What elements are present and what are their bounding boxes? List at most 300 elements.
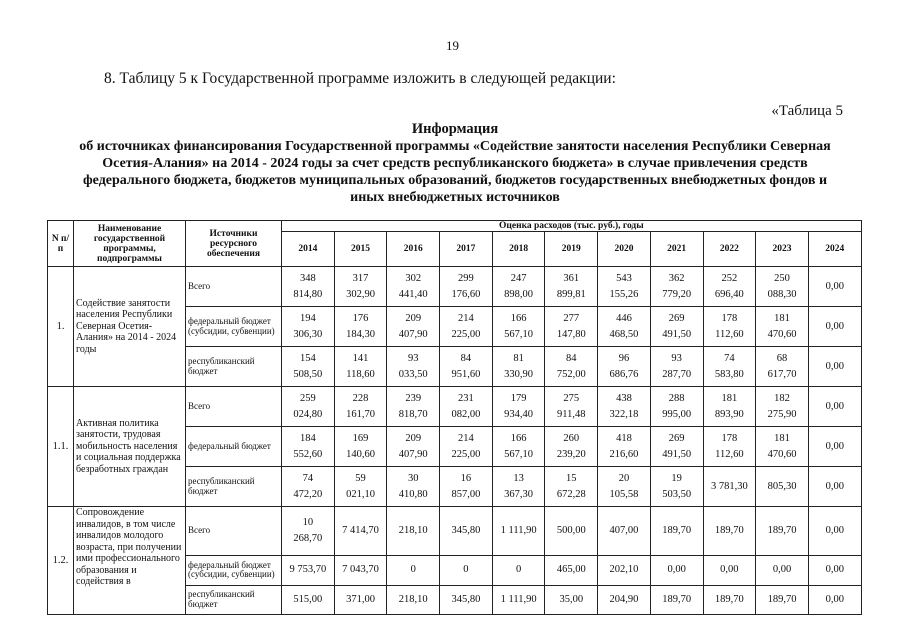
- amount-part: 491,50: [662, 448, 692, 460]
- amount-cell: [440, 556, 493, 585]
- amount-part: 275: [563, 392, 580, 404]
- amount-cell: [440, 267, 493, 307]
- amount-cell: [334, 556, 387, 585]
- amount-part: 141: [352, 352, 369, 364]
- amount-cell: [545, 387, 598, 427]
- amount-cell: [756, 267, 809, 307]
- amount-part: 470,60: [767, 448, 797, 460]
- amount-cell: [598, 387, 651, 427]
- amount-part: 16: [460, 472, 472, 484]
- amount-cell: [334, 267, 387, 307]
- amount-part: 140,60: [346, 448, 375, 460]
- amount-part: 515,00: [293, 593, 323, 605]
- amount-cell: [545, 307, 598, 347]
- header-year: 2021: [650, 232, 703, 267]
- amount-cell: [492, 347, 545, 387]
- amount-part: 1 111,90: [500, 593, 537, 605]
- amount-part: 617,70: [767, 368, 797, 380]
- amount-part: 371,00: [346, 593, 375, 605]
- amount-cell: [334, 427, 387, 467]
- amount-cell: [756, 347, 809, 387]
- page-number: 19: [446, 38, 459, 53]
- header-year: 2019: [545, 232, 598, 267]
- program-name-text: Сопровождение инвалидов, в том числе инвалидов молодого возраста, при получении ими профессионального образования и содействия в: [76, 507, 182, 587]
- amount-cell: [440, 467, 493, 507]
- amount-cell: [703, 347, 756, 387]
- amount-part: 361: [563, 272, 580, 284]
- amount-part: 898,00: [504, 288, 534, 300]
- amount-part: 161,70: [346, 408, 375, 420]
- amount-part: 7 043,70: [342, 564, 379, 576]
- amount-cell: [440, 347, 493, 387]
- amount-part: 0,00: [825, 280, 844, 292]
- amount-part: 35,00: [559, 593, 584, 605]
- amount-cell: [282, 556, 335, 585]
- amount-part: 30: [407, 472, 419, 484]
- row-number: 1.2.: [48, 507, 74, 615]
- amount-cell: [545, 507, 598, 556]
- amount-cell: [756, 307, 809, 347]
- amount-part: 202,10: [609, 564, 639, 576]
- amount-cell: [598, 507, 651, 556]
- amount-part: 269: [668, 432, 685, 444]
- amount-part: 0,00: [825, 400, 844, 412]
- amount-part: 15: [566, 472, 577, 484]
- amount-cell: [492, 387, 545, 427]
- amount-part: 84: [460, 352, 472, 364]
- amount-part: 672,28: [556, 488, 586, 500]
- amount-cell: [440, 427, 493, 467]
- header-year: 2022: [703, 232, 756, 267]
- amount-part: 96: [618, 352, 630, 364]
- amount-part: 181: [721, 392, 738, 404]
- amount-part: 259: [299, 392, 316, 404]
- amount-cell: [808, 347, 861, 387]
- amount-part: 112,60: [715, 328, 744, 340]
- amount-cell: [282, 387, 335, 427]
- funding-source: федеральный бюджет (субсидии, субвенции): [186, 556, 282, 585]
- amount-cell: [598, 585, 651, 614]
- amount-part: 84: [566, 352, 577, 364]
- amount-cell: [387, 267, 440, 307]
- amount-part: 214: [458, 432, 474, 444]
- amount-cell: [545, 267, 598, 307]
- header-year: 2016: [387, 232, 440, 267]
- amount-part: 302,90: [346, 288, 375, 300]
- intro-text: 8. Таблицу 5 к Государственной программе изложить в следующей редакции:: [104, 70, 616, 87]
- amount-part: 0,00: [825, 593, 844, 605]
- amount-cell: [650, 307, 703, 347]
- amount-part: 470,60: [767, 328, 797, 340]
- header-group: Оценка расходов (тыс. руб.), годы: [282, 221, 862, 232]
- amount-cell: [545, 585, 598, 614]
- amount-cell: [703, 507, 756, 556]
- amount-part: 934,40: [504, 408, 534, 420]
- amount-part: 178: [721, 312, 738, 324]
- amount-part: 0: [410, 564, 416, 576]
- amount-part: 155,26: [609, 288, 639, 300]
- amount-part: 508,50: [293, 368, 323, 380]
- amount-cell: [650, 387, 703, 427]
- amount-cell: [334, 467, 387, 507]
- amount-part: 225,00: [451, 448, 481, 460]
- amount-part: 088,30: [767, 288, 797, 300]
- amount-cell: [650, 467, 703, 507]
- amount-part: 184,30: [346, 328, 375, 340]
- amount-part: 468,50: [609, 328, 639, 340]
- amount-part: 0,00: [825, 564, 844, 576]
- amount-part: 543: [616, 272, 632, 284]
- amount-part: 438: [616, 392, 632, 404]
- header-name: Наименование государственной программы, подпрограммы: [74, 221, 186, 267]
- program-name: [74, 387, 186, 507]
- amount-part: 805,30: [767, 480, 797, 492]
- amount-cell: [598, 307, 651, 347]
- amount-part: 465,00: [556, 564, 586, 576]
- amount-cell: [808, 307, 861, 347]
- amount-part: 231: [458, 392, 474, 404]
- amount-part: 118,60: [346, 368, 375, 380]
- amount-cell: [650, 507, 703, 556]
- amount-part: 179: [510, 392, 527, 404]
- amount-part: 899,81: [556, 288, 586, 300]
- program-name-text: Содействие занятости населения Республики Северная Осетия-Алания» на 2014 - 2024 годы: [76, 297, 177, 355]
- amount-part: 189,70: [714, 525, 744, 537]
- amount-part: 268,70: [293, 533, 323, 545]
- amount-part: 0: [515, 564, 522, 576]
- amount-cell: [808, 467, 861, 507]
- heading-line: об источниках финансирования Государственной программы «Содействие занятости населения Республики Северная: [79, 139, 831, 154]
- amount-cell: [598, 556, 651, 585]
- program-name-text: Активная политика занятости, трудовая мобильность населения и социальная поддержка безработных граждан: [76, 417, 181, 475]
- amount-cell: [387, 507, 440, 556]
- funding-source: федеральный бюджет: [186, 427, 282, 467]
- amount-part: 317: [352, 272, 369, 284]
- amount-part: 345,80: [451, 593, 481, 605]
- amount-cell: [703, 556, 756, 585]
- amount-part: 033,50: [398, 368, 428, 380]
- amount-part: 277: [563, 312, 580, 324]
- amount-part: 407,90: [398, 328, 428, 340]
- amount-cell: [703, 427, 756, 467]
- amount-cell: [387, 467, 440, 507]
- amount-cell: [756, 585, 809, 614]
- amount-part: 10: [302, 517, 314, 529]
- amount-part: 024,80: [293, 408, 323, 420]
- amount-part: 0,00: [720, 564, 739, 576]
- amount-part: 0,00: [825, 480, 844, 492]
- amount-part: 082,00: [451, 408, 481, 420]
- amount-part: 154: [299, 352, 316, 364]
- table-row: [48, 387, 862, 427]
- amount-cell: [650, 585, 703, 614]
- amount-cell: [808, 556, 861, 585]
- amount-part: 472,20: [293, 488, 323, 500]
- amount-part: 893,90: [714, 408, 744, 420]
- amount-part: 93: [671, 352, 682, 364]
- amount-part: 7 414,70: [342, 525, 379, 537]
- amount-cell: [387, 307, 440, 347]
- amount-cell: [650, 347, 703, 387]
- amount-cell: [756, 427, 809, 467]
- amount-part: 59: [355, 472, 366, 484]
- amount-part: 19: [671, 472, 682, 484]
- amount-cell: [440, 507, 493, 556]
- table-row: [48, 267, 862, 307]
- amount-part: 951,60: [451, 368, 481, 380]
- amount-part: 407,00: [609, 525, 639, 537]
- header-source: Источники ресурсного обеспечения: [186, 221, 282, 267]
- amount-cell: [334, 507, 387, 556]
- amount-cell: [334, 387, 387, 427]
- amount-part: 189,70: [662, 525, 692, 537]
- amount-cell: [598, 427, 651, 467]
- amount-part: 818,70: [398, 408, 428, 420]
- financing-table: [47, 220, 862, 615]
- amount-cell: [598, 347, 651, 387]
- amount-part: 68: [776, 352, 788, 364]
- amount-cell: [703, 387, 756, 427]
- amount-cell: [282, 267, 335, 307]
- amount-part: 3 781,30: [710, 480, 748, 492]
- amount-part: 446: [616, 312, 632, 324]
- amount-part: 13: [513, 472, 524, 484]
- amount-part: 218,10: [398, 525, 428, 537]
- amount-part: 214: [458, 312, 474, 324]
- amount-cell: [440, 387, 493, 427]
- amount-part: 1 111,90: [500, 525, 537, 537]
- amount-part: 105,58: [609, 488, 639, 500]
- amount-cell: [282, 507, 335, 556]
- amount-part: 169: [352, 432, 369, 444]
- header-year: 2024: [808, 232, 861, 267]
- amount-part: 779,20: [662, 288, 692, 300]
- amount-cell: [282, 585, 335, 614]
- amount-part: 367,30: [504, 488, 534, 500]
- amount-part: 407,90: [398, 448, 428, 460]
- amount-part: 686,76: [609, 368, 639, 380]
- funding-source: федеральный бюджет (субсидии, субвенции): [186, 307, 282, 347]
- amount-cell: [440, 585, 493, 614]
- amount-part: 247: [510, 272, 527, 284]
- amount-cell: [282, 427, 335, 467]
- amount-part: 491,50: [662, 328, 692, 340]
- amount-cell: [808, 427, 861, 467]
- amount-cell: [282, 467, 335, 507]
- amount-cell: [545, 467, 598, 507]
- amount-part: 500,00: [556, 525, 586, 537]
- amount-part: 503,50: [662, 488, 692, 500]
- amount-part: 252: [721, 272, 738, 284]
- amount-cell: [808, 267, 861, 307]
- heading-line: иных внебюджетных источников: [350, 190, 560, 205]
- heading-line: федерального бюджета, бюджетов муниципальных образований, бюджетов государственных внебюджетных фондов и: [82, 173, 828, 188]
- amount-part: 362: [668, 272, 685, 284]
- amount-part: 302: [405, 272, 422, 284]
- funding-source: республиканский бюджет: [186, 585, 282, 614]
- amount-part: 81: [513, 352, 524, 364]
- amount-part: 178: [721, 432, 738, 444]
- amount-part: 0,00: [825, 440, 844, 452]
- amount-part: 306,30: [293, 328, 323, 340]
- amount-part: 166: [510, 432, 527, 444]
- header-year: 2023: [756, 232, 809, 267]
- amount-part: 345,80: [451, 525, 481, 537]
- amount-part: 93: [407, 352, 419, 364]
- funding-source: республиканский бюджет: [186, 347, 282, 387]
- amount-cell: [492, 307, 545, 347]
- amount-part: 348: [299, 272, 316, 284]
- amount-part: 0,00: [825, 360, 844, 372]
- amount-part: 911,48: [557, 408, 586, 420]
- amount-cell: [387, 387, 440, 427]
- funding-source: Всего: [186, 387, 282, 427]
- amount-cell: [440, 307, 493, 347]
- amount-part: 239: [405, 392, 422, 404]
- amount-part: 021,10: [346, 488, 375, 500]
- amount-cell: [282, 347, 335, 387]
- amount-part: 9 753,70: [289, 564, 327, 576]
- amount-part: 288: [668, 392, 685, 404]
- amount-cell: [756, 556, 809, 585]
- amount-part: 209: [405, 432, 422, 444]
- amount-part: 857,00: [451, 488, 481, 500]
- amount-part: 552,60: [293, 448, 323, 460]
- program-name: [74, 507, 186, 615]
- header-year: 2015: [334, 232, 387, 267]
- amount-part: 0: [463, 564, 469, 576]
- table-label: «Таблица 5: [771, 103, 843, 119]
- amount-part: 182: [774, 392, 790, 404]
- amount-part: 166: [510, 312, 527, 324]
- amount-part: 260: [563, 432, 580, 444]
- amount-part: 112,60: [715, 448, 744, 460]
- amount-cell: [387, 585, 440, 614]
- amount-cell: [703, 267, 756, 307]
- amount-part: 225,00: [451, 328, 481, 340]
- amount-part: 74: [724, 352, 735, 364]
- header-n: N п/п: [48, 221, 74, 267]
- amount-part: 441,40: [398, 288, 428, 300]
- header-year: 2018: [492, 232, 545, 267]
- amount-cell: [545, 556, 598, 585]
- amount-part: 184: [299, 432, 316, 444]
- amount-part: 20: [618, 472, 630, 484]
- amount-part: 275,90: [767, 408, 797, 420]
- amount-cell: [703, 307, 756, 347]
- amount-part: 176,60: [451, 288, 481, 300]
- amount-part: 0,00: [772, 564, 792, 576]
- funding-source: Всего: [186, 507, 282, 556]
- amount-part: 299: [458, 272, 474, 284]
- amount-part: 189,70: [714, 593, 744, 605]
- amount-part: 330,90: [504, 368, 534, 380]
- amount-cell: [387, 347, 440, 387]
- amount-part: 189,70: [767, 593, 797, 605]
- amount-part: 567,10: [504, 448, 534, 460]
- row-number: 1.1.: [48, 387, 74, 507]
- amount-part: 228: [352, 392, 369, 404]
- amount-cell: [387, 556, 440, 585]
- amount-cell: [808, 585, 861, 614]
- amount-cell: [492, 507, 545, 556]
- table-row: [48, 507, 862, 556]
- heading-title: Информация: [411, 121, 499, 137]
- amount-part: 269: [668, 312, 685, 324]
- amount-part: 189,70: [662, 593, 692, 605]
- amount-part: 181: [774, 432, 790, 444]
- amount-part: 0,00: [825, 320, 844, 332]
- amount-part: 995,00: [662, 408, 692, 420]
- program-name: [74, 267, 186, 387]
- amount-cell: [756, 387, 809, 427]
- amount-part: 74: [302, 472, 314, 484]
- header-year: 2014: [282, 232, 335, 267]
- amount-cell: [703, 585, 756, 614]
- amount-part: 752,00: [556, 368, 586, 380]
- amount-part: 814,80: [293, 288, 323, 300]
- funding-source: Всего: [186, 267, 282, 307]
- amount-part: 194: [299, 312, 316, 324]
- amount-cell: [650, 427, 703, 467]
- header-year: 2017: [440, 232, 493, 267]
- amount-cell: [598, 267, 651, 307]
- amount-cell: [492, 467, 545, 507]
- amount-cell: [756, 467, 809, 507]
- amount-cell: [756, 507, 809, 556]
- amount-cell: [282, 307, 335, 347]
- amount-cell: [808, 387, 861, 427]
- amount-part: 322,18: [609, 408, 639, 420]
- amount-part: 0,00: [825, 525, 844, 537]
- amount-part: 204,90: [609, 593, 639, 605]
- amount-part: 147,80: [556, 328, 586, 340]
- amount-part: 418: [616, 432, 632, 444]
- amount-part: 216,60: [609, 448, 639, 460]
- amount-cell: [492, 267, 545, 307]
- amount-part: 287,70: [662, 368, 692, 380]
- amount-part: 0,00: [667, 564, 686, 576]
- amount-cell: [492, 427, 545, 467]
- amount-part: 218,10: [398, 593, 428, 605]
- document-heading: [60, 121, 850, 206]
- amount-part: 181: [774, 312, 790, 324]
- amount-part: 696,40: [714, 288, 744, 300]
- amount-cell: [334, 307, 387, 347]
- amount-cell: [808, 507, 861, 556]
- amount-cell: [334, 347, 387, 387]
- amount-cell: [703, 467, 756, 507]
- row-number: 1.: [48, 267, 74, 387]
- funding-source: республиканский бюджет: [186, 467, 282, 507]
- amount-part: 239,20: [556, 448, 586, 460]
- amount-cell: [545, 427, 598, 467]
- amount-part: 567,10: [504, 328, 534, 340]
- heading-line: Осетия-Алания» на 2014 - 2024 годы за счет средств республиканского бюджета» в случае привлечения средств: [102, 156, 808, 171]
- amount-cell: [598, 467, 651, 507]
- amount-cell: [334, 585, 387, 614]
- header-year: 2020: [598, 232, 651, 267]
- amount-part: 176: [352, 312, 369, 324]
- amount-part: 250: [774, 272, 790, 284]
- amount-part: 189,70: [767, 525, 797, 537]
- amount-cell: [492, 556, 545, 585]
- amount-cell: [387, 427, 440, 467]
- amount-cell: [545, 347, 598, 387]
- amount-part: 583,80: [714, 368, 744, 380]
- amount-cell: [650, 556, 703, 585]
- amount-cell: [492, 585, 545, 614]
